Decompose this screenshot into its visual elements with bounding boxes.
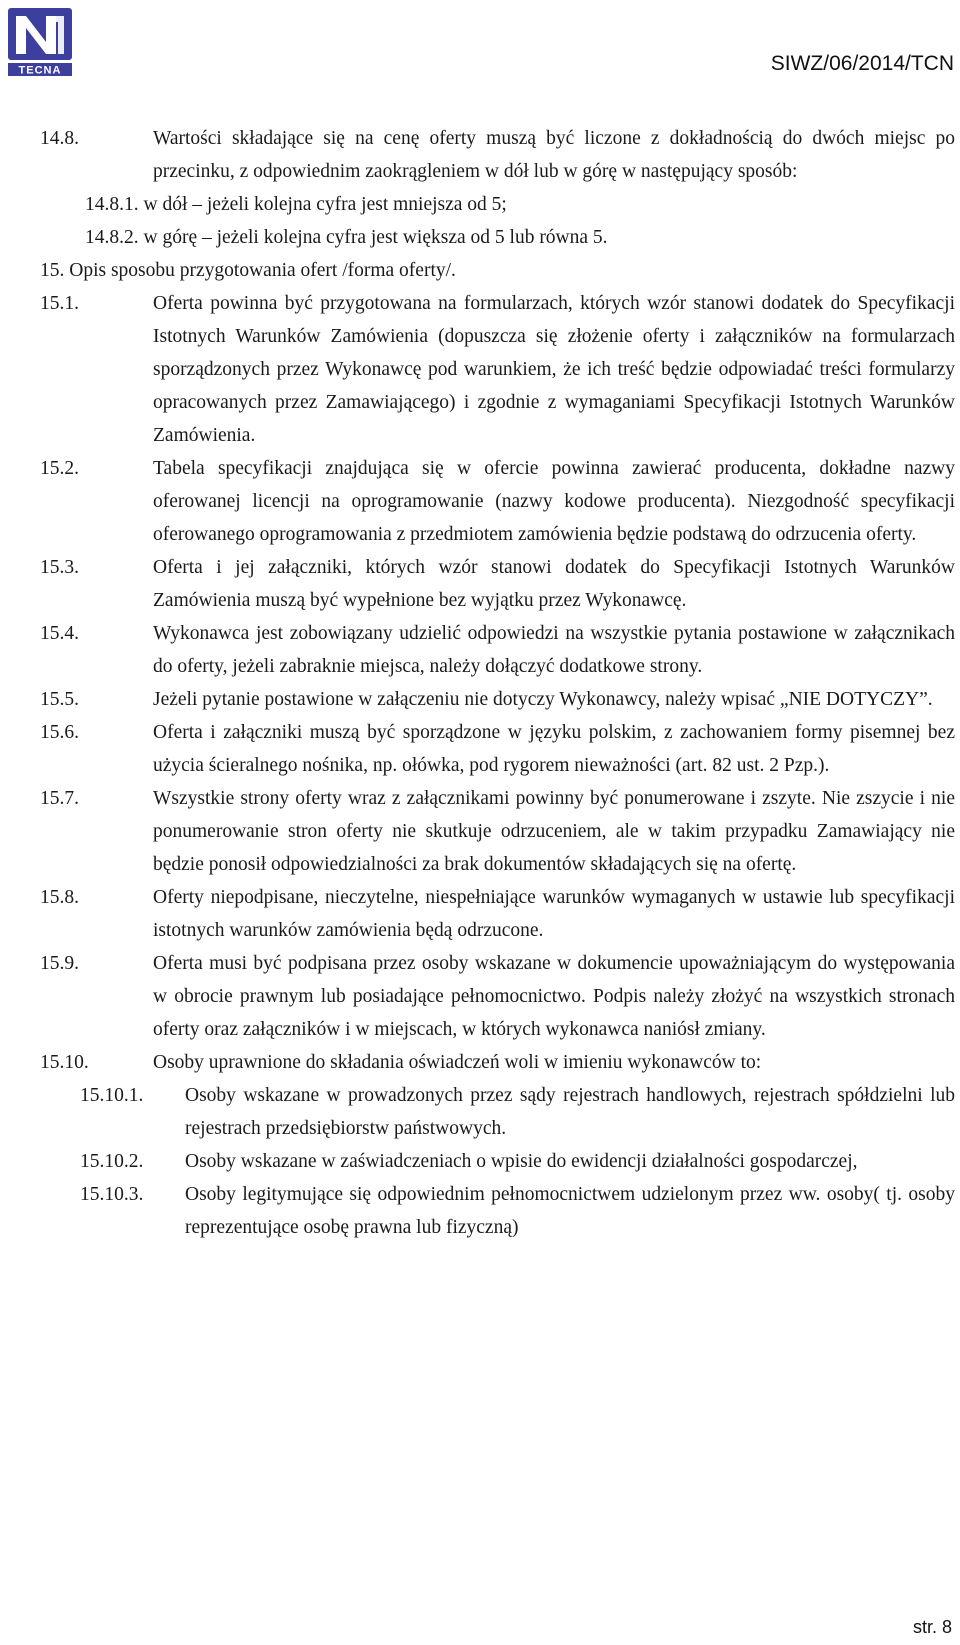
paragraph-number: 15.4. [40,623,79,644]
tecna-logo [6,6,74,78]
paragraph-number: 14.8.1. [85,194,139,215]
paragraph-number: 15.1. [40,293,79,314]
paragraph-text: Osoby wskazane w zaświadczeniach o wpisie do ewidencji działalności gospodarczej, [185,1151,858,1172]
section-15-heading [40,254,955,287]
paragraph-number: 15.6. [40,722,79,743]
paragraph-15-3 [40,551,955,617]
paragraph-text: Oferta i załączniki muszą być sporządzone w języku polskim, z zachowaniem formy pisemnej bez użycia ścieralnego nośnika, np. ołówka, pod rygorem nieważności (art. 82 ust. 2 Pzp.). [153,722,955,776]
paragraph-15-2 [40,452,955,551]
paragraph-text: Oferta i jej załączniki, których wzór stanowi dodatek do Specyfikacji Istotnych Warunków Zamówienia muszą być wypełnione bez wyjątku przez Wykonawcę. [153,557,955,611]
paragraph-15-7 [40,782,955,881]
paragraph-number: 15.8. [40,887,79,908]
paragraph-15-10-1 [40,1079,955,1145]
paragraph-text: Wszystkie strony oferty wraz z załącznikami powinny być ponumerowane i zszyte. Nie zszycie i nie ponumerowanie stron oferty nie skutkuje odrzuceniem, ale w takim przypadku Zamawiający nie będzie ponosił odpowiedzialności za brak dokumentów składających się na ofertę. [153,788,955,875]
paragraph-15-4 [40,617,955,683]
paragraph-number: 15.7. [40,788,79,809]
paragraph-14-8-2 [40,221,955,254]
paragraph-number: 14.8.2. [85,227,139,248]
section-number: 15. [40,260,65,281]
paragraph-15-10-3 [40,1178,955,1244]
paragraph-number: 15.10. [40,1052,89,1073]
document-body [40,122,955,1244]
paragraph-15-5 [40,683,955,716]
paragraph-text: w dół – jeżeli kolejna cyfra jest mniejsza od 5; [143,194,507,215]
paragraph-15-1 [40,287,955,452]
paragraph-number: 15.2. [40,458,79,479]
logo-text: TECNA [18,64,62,77]
paragraph-15-8 [40,881,955,947]
paragraph-15-6 [40,716,955,782]
paragraph-text: Oferta musi być podpisana przez osoby wskazane w dokumencie upoważniającym do występowania w obrocie prawnym lub posiadające pełnomocnictwo. Podpis należy złożyć na wszystkich stronach oferty oraz załączników i w miejscach, w których wykonawca naniósł zmiany. [153,953,955,1040]
paragraph-text: Tabela specyfikacji znajdująca się w ofercie powinna zawierać producenta, dokładne nazwy oferowanej licencji na oprogramowanie (nazwy kodowe producenta). Niezgodność specyfikacji oferowanego oprogramowania z przedmiotem zamówienia będzie podstawą do odrzucenia oferty. [153,458,955,545]
paragraph-text: w górę – jeżeli kolejna cyfra jest większa od 5 lub równa 5. [143,227,608,248]
paragraph-number: 15.10.1. [80,1085,144,1106]
paragraph-text: Jeżeli pytanie postawione w załączeniu nie dotyczy Wykonawcy, należy wpisać „NIE DOTYCZY”. [153,689,933,710]
paragraph-text: Osoby uprawnione do składania oświadczeń woli w imieniu wykonawców to: [153,1052,762,1073]
paragraph-number: 15.5. [40,689,79,710]
paragraph-number: 14.8. [40,128,79,149]
paragraph-14-8 [40,122,955,188]
paragraph-text: Wartości składające się na cenę oferty muszą być liczone z dokładnością do dwóch miejsc po przecinku, z odpowiednim zaokrągleniem w dół lub w górę w następujący sposób: [153,128,955,182]
document-reference: SIWZ/06/2014/TCN [770,52,954,75]
paragraph-number: 15.3. [40,557,79,578]
paragraph-14-8-1 [40,188,955,221]
section-title: Opis sposobu przygotowania ofert /forma oferty/. [69,260,456,281]
paragraph-text: Osoby wskazane w prowadzonych przez sądy rejestrach handlowych, rejestrach spółdzielni lub rejestrach przedsiębiorstw państwowych. [185,1085,955,1139]
paragraph-text: Wykonawca jest zobowiązany udzielić odpowiedzi na wszystkie pytania postawione w załącznikach do oferty, jeżeli zabraknie miejsca, należy dołączyć dodatkowe strony. [153,623,955,677]
paragraph-number: 15.9. [40,953,79,974]
paragraph-text: Oferta powinna być przygotowana na formularzach, których wzór stanowi dodatek do Specyfikacji Istotnych Warunków Zamówienia (dopuszcza się złożenie oferty i załączników na formularzach sporządzonych przez Wykonawcę pod warunkiem, że ich treść będzie odpowiadać treści formularzy opracowanych przez Zamawiającego) i zgodnie z wymaganiami Specyfikacji Istotnych Warunków Zamówienia. [153,293,955,446]
paragraph-15-9 [40,947,955,1046]
paragraph-text: Osoby legitymujące się odpowiednim pełnomocnictwem udzielonym przez ww. osoby( tj. osoby reprezentujące osobę prawna lub fizyczną) [185,1184,955,1238]
paragraph-15-10-2 [40,1145,955,1178]
page-number: str. 8 [912,1617,952,1637]
paragraph-number: 15.10.2. [80,1151,144,1172]
paragraph-15-10 [40,1046,955,1079]
paragraph-text: Oferty niepodpisane, nieczytelne, niespełniające warunków wymaganych w ustawie lub specyfikacji istotnych warunków zamówienia będą odrzucone. [153,887,955,941]
paragraph-number: 15.10.3. [80,1184,144,1205]
